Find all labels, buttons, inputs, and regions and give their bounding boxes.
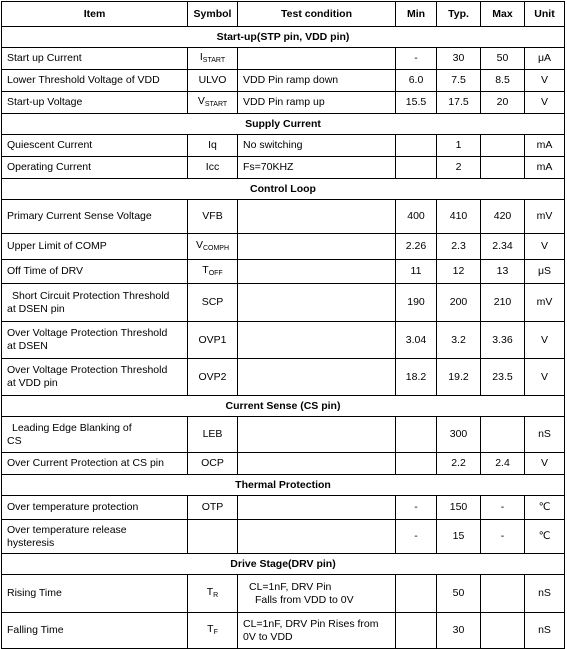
max-cell: 3.36 — [481, 322, 525, 359]
max-cell: - — [481, 520, 525, 554]
table-row — [2, 260, 565, 284]
condition-cell — [238, 359, 396, 396]
condition-line-1: CL=1nF, DRV Pin Rises from — [243, 617, 379, 630]
item-cell — [2, 284, 188, 322]
max-cell — [481, 135, 525, 157]
unit-cell: mA — [525, 157, 565, 179]
min-cell: 6.0 — [396, 70, 437, 92]
header-typ: Typ. — [437, 2, 481, 27]
symbol-subscript: COMPH — [202, 244, 230, 252]
condition-cell — [238, 613, 396, 649]
max-cell: - — [481, 496, 525, 520]
section-row-supply — [2, 114, 565, 135]
unit-cell: mV — [525, 200, 565, 234]
item-line-2: at DSEN pin — [7, 302, 65, 315]
table-row — [2, 135, 565, 157]
typ-cell: 2.2 — [437, 453, 481, 475]
min-cell — [396, 575, 437, 613]
table-row — [2, 322, 565, 359]
item-cell: Quiescent Current — [2, 135, 188, 157]
unit-cell: μA — [525, 48, 565, 70]
min-cell: 400 — [396, 200, 437, 234]
item-line-2: CS — [7, 434, 22, 447]
min-cell — [396, 453, 437, 475]
item-cell: Off Time of DRV — [2, 260, 188, 284]
item-line-1: Leading Edge Blanking of — [12, 421, 132, 434]
section-title: Supply Current — [2, 114, 565, 135]
header-test-condition: Test condition — [238, 2, 396, 27]
typ-cell: 150 — [437, 496, 481, 520]
max-cell — [481, 613, 525, 649]
symbol-cell — [188, 92, 238, 114]
electrical-characteristics-table — [1, 1, 565, 649]
condition-cell — [238, 453, 396, 475]
symbol-cell: LEB — [188, 417, 238, 453]
min-cell — [396, 417, 437, 453]
section-row-drive-stage — [2, 554, 565, 575]
unit-cell: V — [525, 322, 565, 359]
condition-cell — [238, 322, 396, 359]
condition-cell — [238, 200, 396, 234]
typ-cell: 410 — [437, 200, 481, 234]
typ-cell: 30 — [437, 48, 481, 70]
item-cell: Start-up Voltage — [2, 92, 188, 114]
table-row — [2, 496, 565, 520]
symbol-cell — [188, 260, 238, 284]
item-line-2: at VDD pin — [7, 377, 58, 389]
table-row — [2, 92, 565, 114]
max-cell: 420 — [481, 200, 525, 234]
header-item: Item — [2, 2, 188, 27]
min-cell: - — [396, 48, 437, 70]
max-cell: 2.4 — [481, 453, 525, 475]
max-cell: 20 — [481, 92, 525, 114]
typ-cell: 2 — [437, 157, 481, 179]
unit-cell: V — [525, 453, 565, 475]
symbol-cell: VFB — [188, 200, 238, 234]
typ-cell: 200 — [437, 284, 481, 322]
max-cell: 13 — [481, 260, 525, 284]
item-line-1: Over temperature release — [7, 523, 127, 536]
table-row — [2, 453, 565, 475]
min-cell: 3.04 — [396, 322, 437, 359]
symbol-cell — [188, 613, 238, 649]
condition-cell — [238, 575, 396, 613]
typ-cell: 30 — [437, 613, 481, 649]
typ-cell: 7.5 — [437, 70, 481, 92]
max-cell: 2.34 — [481, 234, 525, 260]
symbol-main: T — [206, 585, 214, 598]
typ-cell: 1 — [437, 135, 481, 157]
item-line-2: hysteresis — [7, 536, 55, 549]
unit-cell: nS — [525, 613, 565, 649]
symbol-cell: OVP1 — [188, 322, 238, 359]
header-max: Max — [481, 2, 525, 27]
max-cell: 50 — [481, 48, 525, 70]
symbol-main: V — [195, 238, 203, 251]
condition-cell: VDD Pin ramp down — [238, 70, 396, 92]
item-cell: Over Current Protection at CS pin — [2, 453, 188, 475]
item-cell — [2, 359, 188, 396]
symbol-cell — [188, 520, 238, 554]
unit-cell: μS — [525, 260, 565, 284]
section-title: Drive Stage(DRV pin) — [2, 554, 565, 575]
unit-cell: nS — [525, 417, 565, 453]
symbol-main: I — [199, 50, 203, 63]
table-row — [2, 157, 565, 179]
symbol-subscript: START — [202, 56, 226, 64]
section-title: Control Loop — [2, 179, 565, 200]
symbol-cell: OCP — [188, 453, 238, 475]
condition-line-1: CL=1nF, DRV Pin — [249, 580, 332, 593]
item-cell: Upper Limit of COMP — [2, 234, 188, 260]
unit-cell: mV — [525, 284, 565, 322]
item-line-1: Over Voltage Protection Threshold — [7, 364, 168, 376]
condition-cell — [238, 234, 396, 260]
typ-cell: 15 — [437, 520, 481, 554]
section-row-thermal — [2, 475, 565, 496]
item-line-1: Short Circuit Protection Threshold — [12, 289, 170, 302]
condition-cell — [238, 284, 396, 322]
table-row — [2, 417, 565, 453]
item-cell — [2, 417, 188, 453]
header-row — [2, 2, 565, 27]
section-row-current-sense — [2, 396, 565, 417]
item-cell: Rising Time — [2, 575, 188, 613]
symbol-main: T — [207, 622, 214, 635]
unit-cell: V — [525, 92, 565, 114]
max-cell — [481, 417, 525, 453]
table-row — [2, 520, 565, 554]
symbol-cell: OTP — [188, 496, 238, 520]
section-row-control-loop — [2, 179, 565, 200]
condition-cell: Fs=70KHZ — [238, 157, 396, 179]
min-cell: 2.26 — [396, 234, 437, 260]
item-cell — [2, 322, 188, 359]
item-line-2: at DSEN — [7, 340, 48, 352]
typ-cell: 3.2 — [437, 322, 481, 359]
header-min: Min — [396, 2, 437, 27]
header-unit: Unit — [525, 2, 565, 27]
table-row — [2, 575, 565, 613]
section-row-startup — [2, 27, 565, 48]
min-cell: - — [396, 496, 437, 520]
item-cell: Operating Current — [2, 157, 188, 179]
typ-cell: 19.2 — [437, 359, 481, 396]
typ-cell: 300 — [437, 417, 481, 453]
symbol-main: T — [202, 263, 209, 276]
symbol-cell: SCP — [188, 284, 238, 322]
symbol-cell — [188, 575, 238, 613]
symbol-cell: ULVO — [188, 70, 238, 92]
item-cell: Start up Current — [2, 48, 188, 70]
typ-cell: 17.5 — [437, 92, 481, 114]
condition-cell — [238, 260, 396, 284]
symbol-cell — [188, 234, 238, 260]
min-cell — [396, 157, 437, 179]
table-row — [2, 234, 565, 260]
unit-cell: V — [525, 70, 565, 92]
min-cell: 15.5 — [396, 92, 437, 114]
condition-cell — [238, 48, 396, 70]
table-row — [2, 48, 565, 70]
min-cell: 190 — [396, 284, 437, 322]
unit-cell: ℃ — [525, 520, 565, 554]
symbol-cell — [188, 48, 238, 70]
unit-cell: ℃ — [525, 496, 565, 520]
symbol-subscript: R — [213, 591, 219, 599]
condition-line-2: 0V to VDD — [243, 630, 293, 643]
max-cell — [481, 575, 525, 613]
condition-cell — [238, 520, 396, 554]
unit-cell: V — [525, 359, 565, 396]
symbol-main: V — [197, 94, 205, 107]
unit-cell: mA — [525, 135, 565, 157]
min-cell: 11 — [396, 260, 437, 284]
unit-cell: V — [525, 234, 565, 260]
table-row — [2, 359, 565, 396]
item-cell — [2, 520, 188, 554]
max-cell: 210 — [481, 284, 525, 322]
max-cell — [481, 157, 525, 179]
item-cell: Primary Current Sense Voltage — [2, 200, 188, 234]
min-cell — [396, 613, 437, 649]
max-cell: 23.5 — [481, 359, 525, 396]
symbol-subscript: OFF — [208, 269, 223, 277]
max-cell: 8.5 — [481, 70, 525, 92]
condition-cell: No switching — [238, 135, 396, 157]
item-cell: Falling Time — [2, 613, 188, 649]
section-title: Current Sense (CS pin) — [2, 396, 565, 417]
typ-cell: 50 — [437, 575, 481, 613]
unit-cell: nS — [525, 575, 565, 613]
symbol-subscript: START — [204, 100, 228, 108]
min-cell: 18.2 — [396, 359, 437, 396]
min-cell: - — [396, 520, 437, 554]
item-line-1: Over Voltage Protection Threshold — [7, 327, 168, 339]
table-row — [2, 200, 565, 234]
table-row — [2, 613, 565, 649]
section-title: Start-up(STP pin, VDD pin) — [2, 27, 565, 48]
header-symbol: Symbol — [188, 2, 238, 27]
table-row — [2, 284, 565, 322]
typ-cell: 12 — [437, 260, 481, 284]
condition-line-2: Falls from VDD to 0V — [255, 593, 354, 606]
section-title: Thermal Protection — [2, 475, 565, 496]
typ-cell: 2.3 — [437, 234, 481, 260]
min-cell — [396, 135, 437, 157]
item-cell: Lower Threshold Voltage of VDD — [2, 70, 188, 92]
symbol-subscript: F — [213, 628, 218, 636]
condition-cell — [238, 417, 396, 453]
table-row — [2, 70, 565, 92]
symbol-cell: Iq — [188, 135, 238, 157]
item-cell: Over temperature protection — [2, 496, 188, 520]
symbol-cell: Icc — [188, 157, 238, 179]
symbol-cell: OVP2 — [188, 359, 238, 396]
condition-cell — [238, 496, 396, 520]
condition-cell: VDD Pin ramp up — [238, 92, 396, 114]
